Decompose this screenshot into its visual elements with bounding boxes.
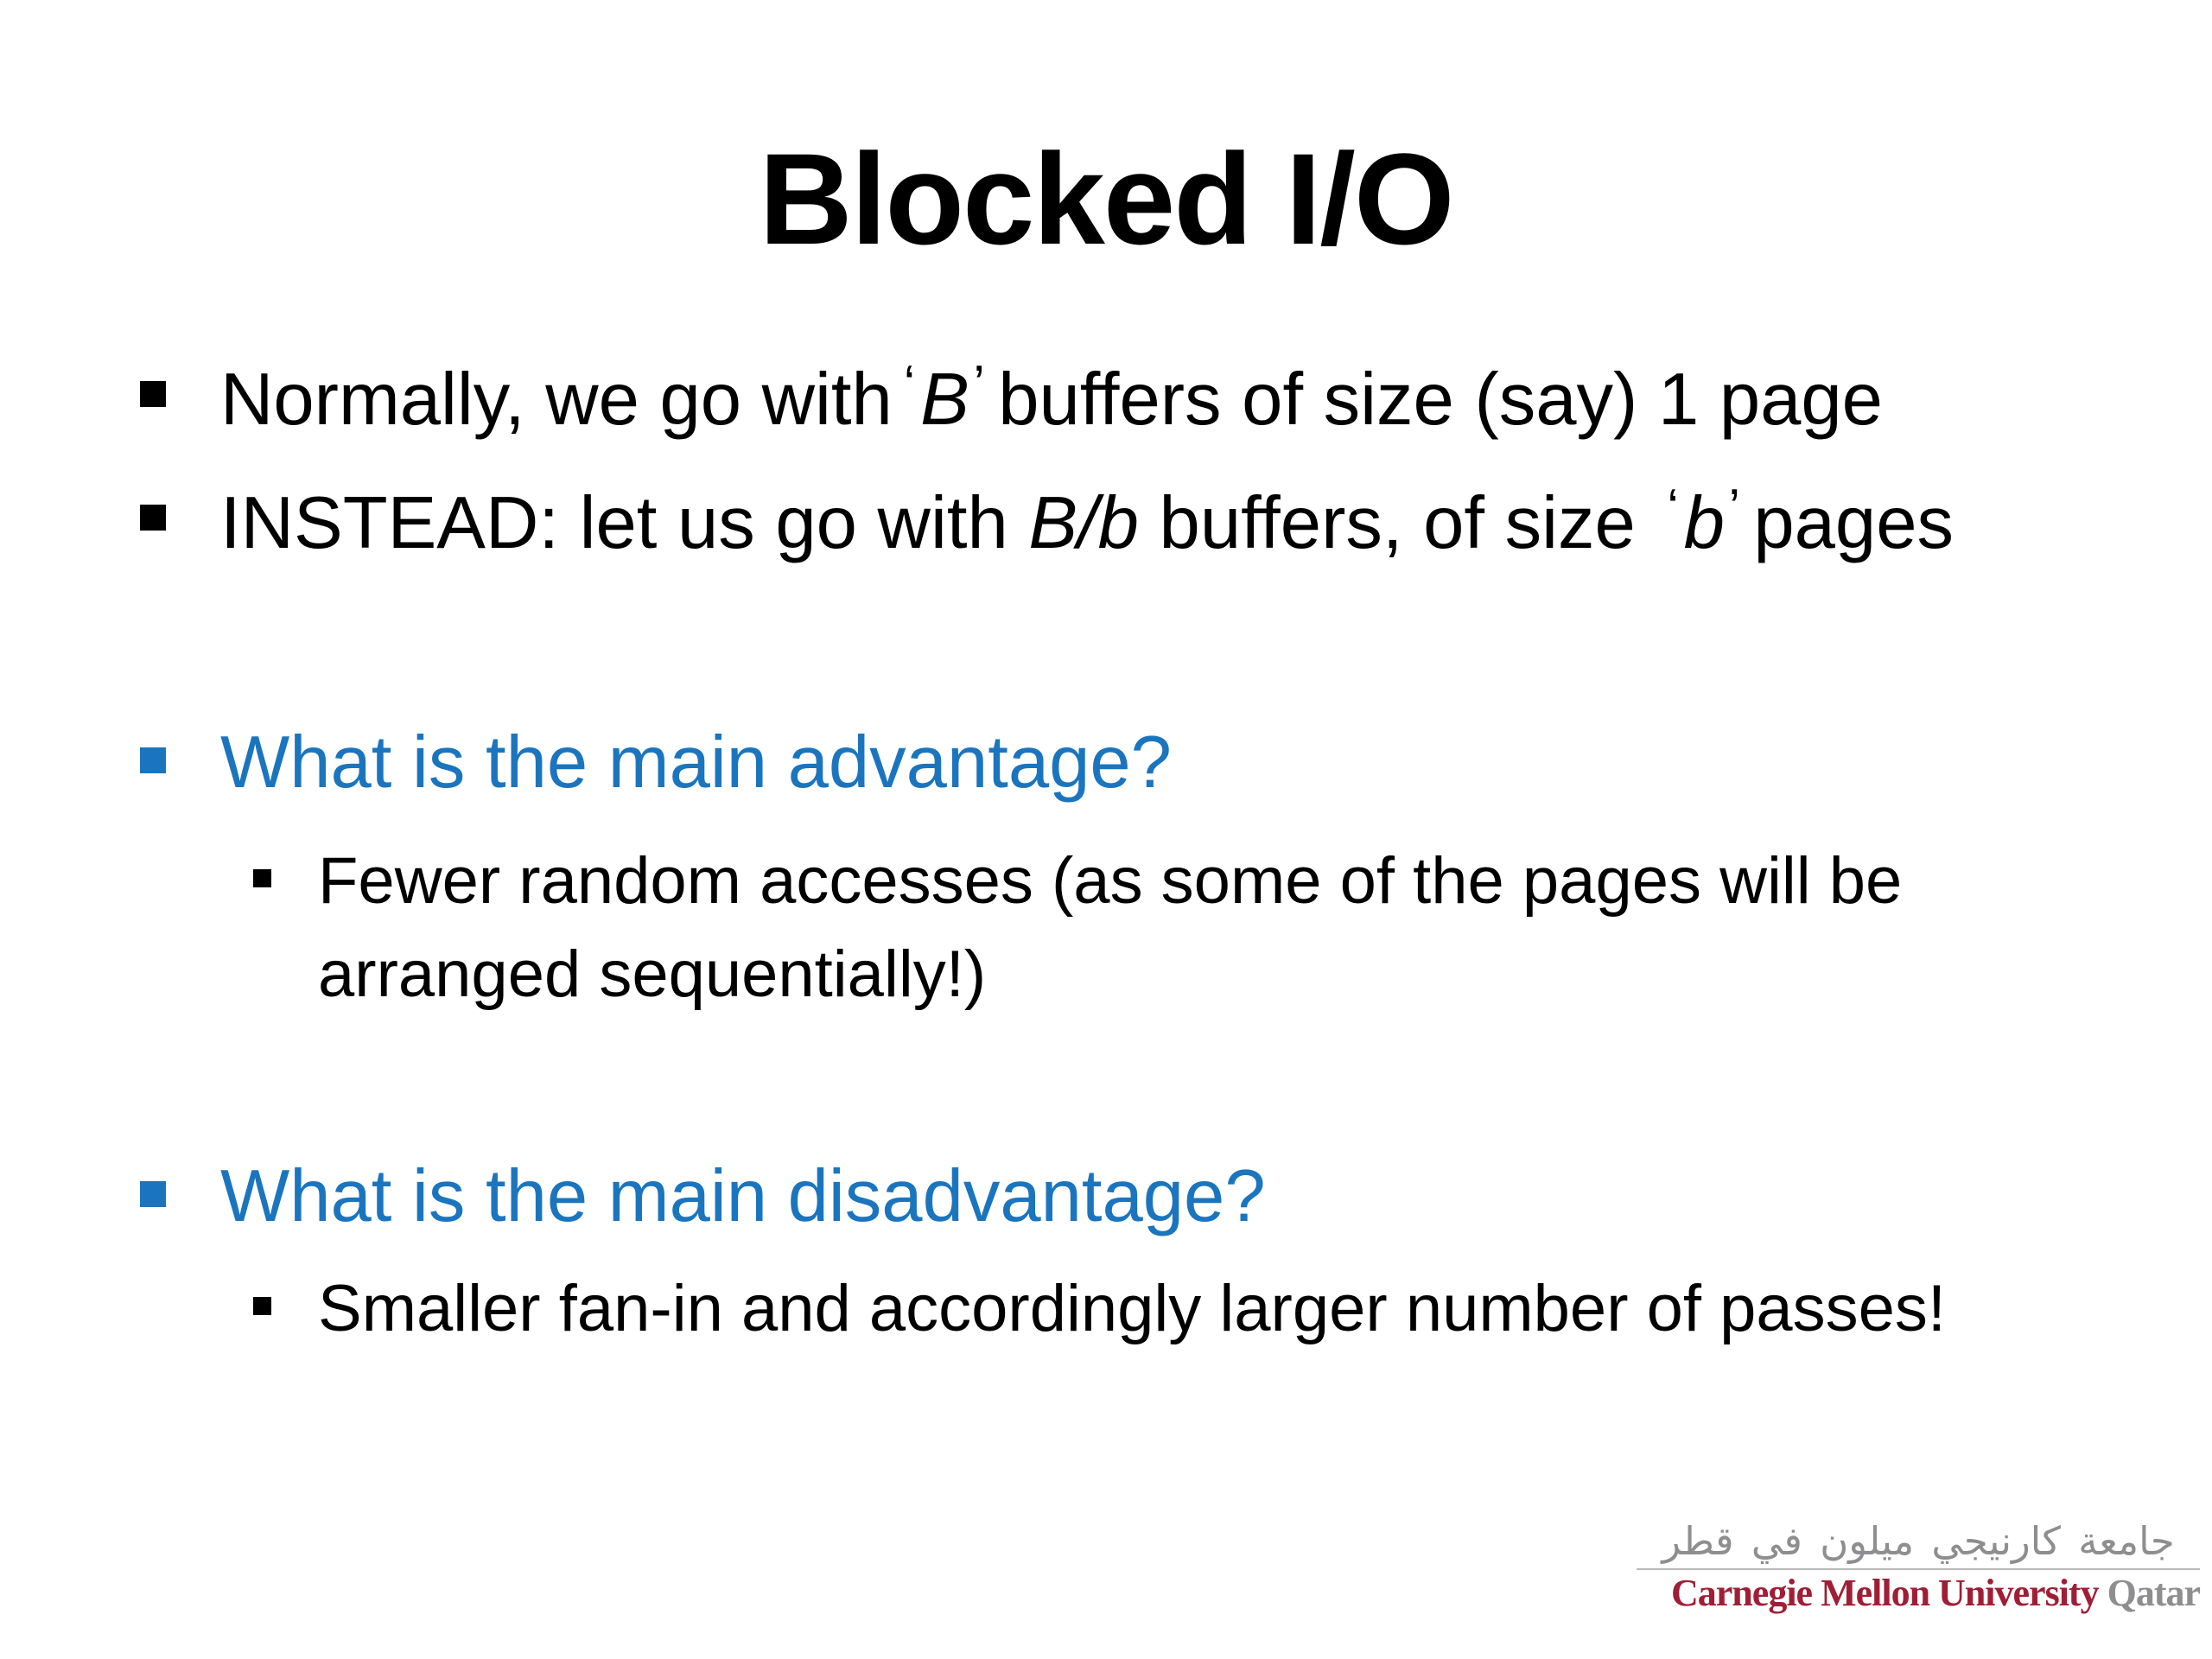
bullet-text: What is the main advantage?: [220, 721, 1172, 804]
bullet-text: Normally, we go with ‘B’ buffers of size (say) 1 page: [220, 354, 1883, 441]
logo-wordmark: Carnegie Mellon University: [1671, 1572, 2099, 1615]
bullet-square-icon: [253, 869, 271, 887]
bullet-square-icon: [253, 1297, 271, 1315]
bullet-text: What is the main disadvantage?: [220, 1155, 1266, 1237]
logo-english-line: [1637, 1572, 2200, 1616]
sub-bullet-line-disadvantage-answer: [253, 1262, 1946, 1356]
bullet-line-disadvantage-question: [140, 1153, 1266, 1241]
bullet-line-instead: [140, 476, 1954, 568]
logo-region: Qatar: [2107, 1572, 2200, 1615]
slide-title: Blocked I/O: [759, 126, 1453, 271]
bullet-square-icon: [140, 747, 166, 773]
bullet-square-icon: [140, 505, 166, 531]
logo-divider: [1637, 1568, 2200, 1570]
bullet-line-advantage-question: [140, 719, 1172, 807]
logo-arabic-text: جامعة كارنيجي ميلون في قطر: [1662, 1518, 2175, 1564]
cmu-qatar-logo: [1637, 1517, 2200, 1616]
bullet-square-icon: [140, 381, 166, 407]
bullet-line-normally: [140, 353, 1883, 444]
sub-bullet-text: Fewer random accesses (as some of the pages will be arranged sequentially!): [318, 844, 1903, 1011]
sub-bullet-text: Smaller fan-in and accordingly larger number of passes!: [318, 1272, 1947, 1345]
sub-bullet-line-advantage-answer: [253, 835, 1902, 1021]
bullet-square-icon: [140, 1181, 166, 1207]
bullet-text: INSTEAD: let us go with B/b buffers, of size ‘b’ pages: [220, 478, 1954, 564]
